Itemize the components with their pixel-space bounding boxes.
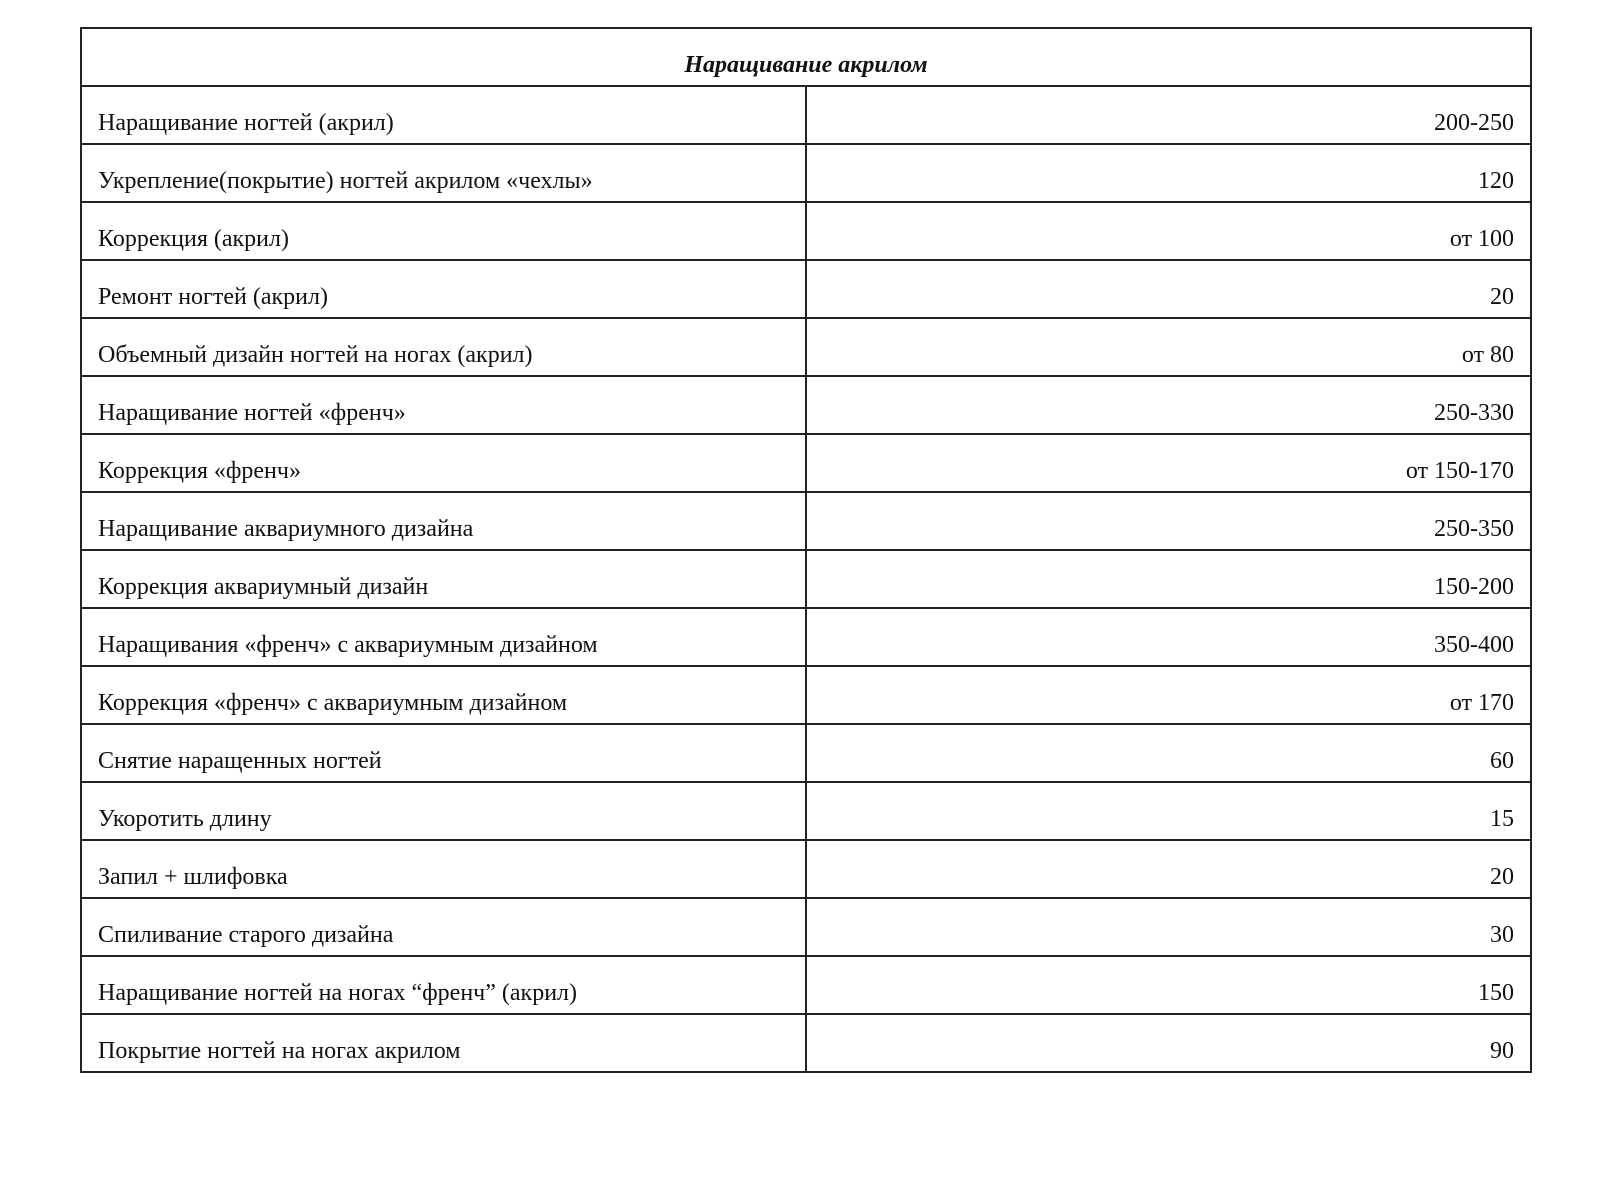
service-price-cell: 250-330	[806, 376, 1531, 434]
service-name-cell: Коррекция (акрил)	[81, 202, 806, 260]
service-price-cell: от 150-170	[806, 434, 1531, 492]
table-row	[81, 260, 1531, 318]
service-name-cell: Укоротить длину	[81, 782, 806, 840]
table-row	[81, 956, 1531, 1014]
service-price-cell: 250-350	[806, 492, 1531, 550]
service-name-cell: Объемный дизайн ногтей на ногах (акрил)	[81, 318, 806, 376]
service-name-cell: Спиливание старого дизайна	[81, 898, 806, 956]
service-name-cell: Запил + шлифовка	[81, 840, 806, 898]
service-price-cell: от 100	[806, 202, 1531, 260]
service-price-cell: 20	[806, 840, 1531, 898]
table-row	[81, 376, 1531, 434]
service-name-cell: Коррекция «френч» с аквариумным дизайном	[81, 666, 806, 724]
table-row	[81, 492, 1531, 550]
table-row	[81, 86, 1531, 144]
service-name-cell: Коррекция «френч»	[81, 434, 806, 492]
table-row	[81, 898, 1531, 956]
service-name-cell: Коррекция аквариумный дизайн	[81, 550, 806, 608]
service-price-cell: 350-400	[806, 608, 1531, 666]
service-name-cell: Ремонт ногтей (акрил)	[81, 260, 806, 318]
table-row	[81, 550, 1531, 608]
service-name-cell: Снятие наращенных ногтей	[81, 724, 806, 782]
table-row	[81, 318, 1531, 376]
service-price-cell: 150	[806, 956, 1531, 1014]
table-row	[81, 144, 1531, 202]
table-row	[81, 666, 1531, 724]
service-name-cell: Наращивание аквариумного дизайна	[81, 492, 806, 550]
service-price-cell: 15	[806, 782, 1531, 840]
service-price-cell: 150-200	[806, 550, 1531, 608]
table-row	[81, 782, 1531, 840]
table-row	[81, 724, 1531, 782]
service-price-cell: 60	[806, 724, 1531, 782]
service-price-cell: от 170	[806, 666, 1531, 724]
service-price-cell: от 80	[806, 318, 1531, 376]
table-row	[81, 608, 1531, 666]
service-price-cell: 30	[806, 898, 1531, 956]
table-title: Наращивание акрилом	[81, 28, 1531, 86]
service-price-cell: 90	[806, 1014, 1531, 1072]
service-name-cell: Наращивание ногтей (акрил)	[81, 86, 806, 144]
price-table-body	[81, 28, 1531, 1072]
table-row	[81, 202, 1531, 260]
service-name-cell: Наращивания «френч» с аквариумным дизайном	[81, 608, 806, 666]
table-row	[81, 1014, 1531, 1072]
service-price-cell: 120	[806, 144, 1531, 202]
service-price-cell: 20	[806, 260, 1531, 318]
table-row	[81, 840, 1531, 898]
service-name-cell: Наращивание ногтей на ногах “френч” (акрил)	[81, 956, 806, 1014]
price-table	[80, 27, 1532, 1073]
table-row	[81, 434, 1531, 492]
service-name-cell: Наращивание ногтей «френч»	[81, 376, 806, 434]
service-price-cell: 200-250	[806, 86, 1531, 144]
service-name-cell: Покрытие ногтей на ногах акрилом	[81, 1014, 806, 1072]
table-header-row	[81, 28, 1531, 86]
service-name-cell: Укрепление(покрытие) ногтей акрилом «чехлы»	[81, 144, 806, 202]
